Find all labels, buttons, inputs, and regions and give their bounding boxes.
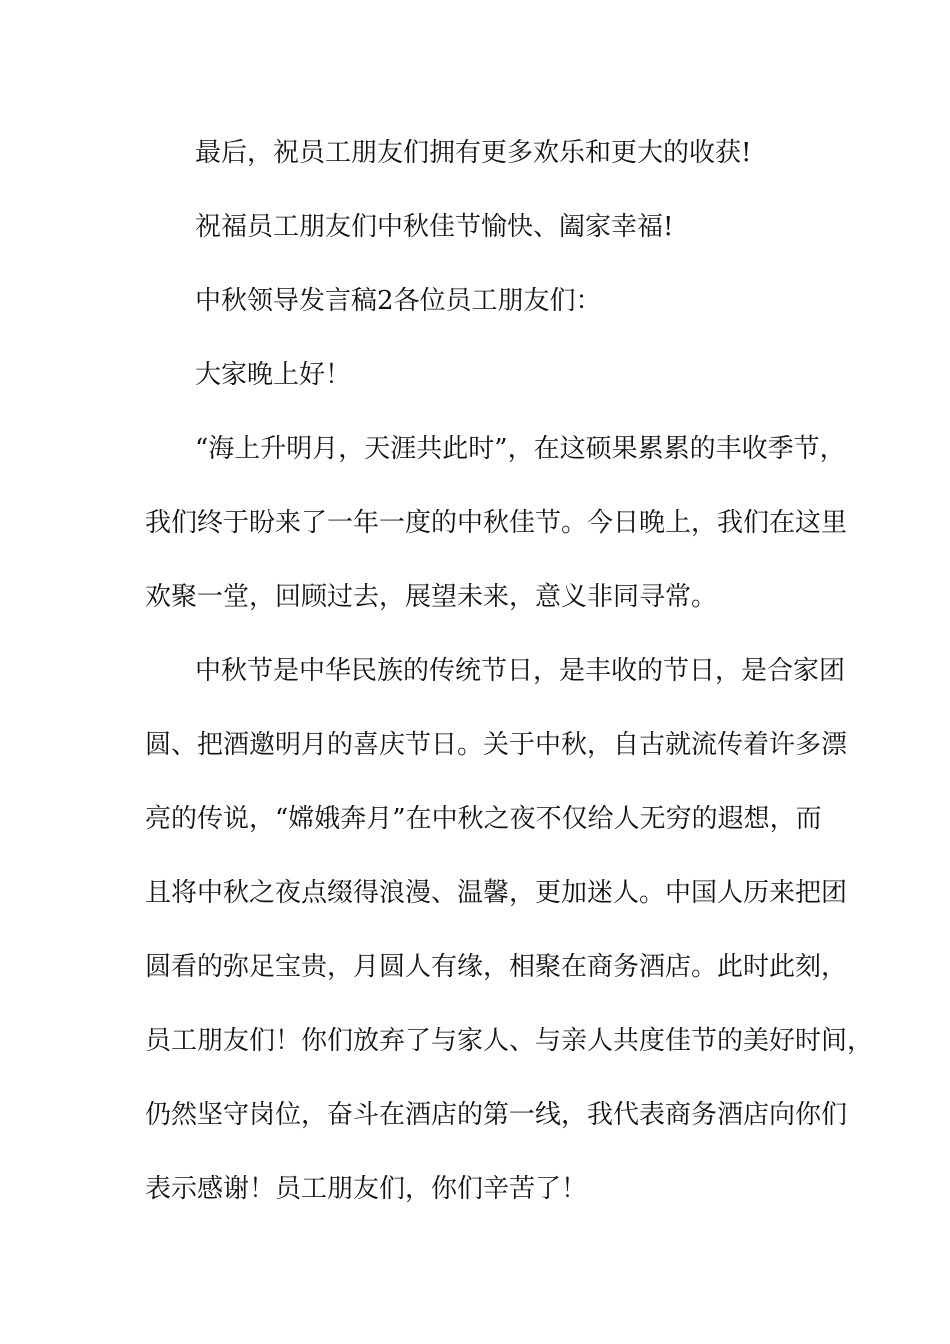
text-line: 最后，祝员工朋友们拥有更多欢乐和更大的收获! <box>195 138 752 168</box>
text-line: 圆、把酒邀明月的喜庆节日。关于中秋，自古就流传着许多漂 <box>145 730 848 760</box>
text-line: 欢聚一堂，回顾过去，展望未来，意义非同寻常。 <box>145 582 718 612</box>
text-line: 员工朋友们！你们放弃了与家人、与亲人共度佳节的美好时间， <box>145 1026 874 1056</box>
text-line: 我们终于盼来了一年一度的中秋佳节。今日晚上，我们在这里 <box>145 508 848 538</box>
paragraph-closing-wish <box>145 126 815 180</box>
document-body <box>145 126 874 1216</box>
paragraph-greeting <box>145 348 815 402</box>
paragraph-speech-heading <box>145 274 815 328</box>
paragraph-festival-blessing <box>145 200 815 254</box>
text-line: 祝福员工朋友们中秋佳节愉快、阖家幸福! <box>195 212 674 242</box>
text-line: 亮的传说，“嫦娥奔月”在中秋之夜不仅给人无穷的遐想，而 <box>145 804 822 834</box>
text-line: 圆看的弥足宝贵，月圆人有缘，相聚在商务酒店。此时此刻， <box>145 952 848 982</box>
text-line: 仍然坚守岗位，奋斗在酒店的第一线，我代表商务酒店向你们 <box>145 1100 848 1130</box>
text-line: 且将中秋之夜点缀得浪漫、温馨，更加迷人。中国人历来把团 <box>145 878 848 908</box>
text-line: 中秋领导发言稿2各位员工朋友们： <box>195 286 602 316</box>
text-line: 中秋节是中华民族的传统节日，是丰收的节日，是合家团 <box>195 656 846 686</box>
text-line: “海上升明月，天涯共此时”，在这硕果累累的丰收季节， <box>195 434 846 464</box>
paragraph-mid-autumn-arrival <box>145 422 848 624</box>
paragraph-festival-meaning <box>145 644 874 1216</box>
text-line: 大家晚上好！ <box>195 360 352 390</box>
text-line: 表示感谢！员工朋友们，你们辛苦了！ <box>145 1174 588 1204</box>
